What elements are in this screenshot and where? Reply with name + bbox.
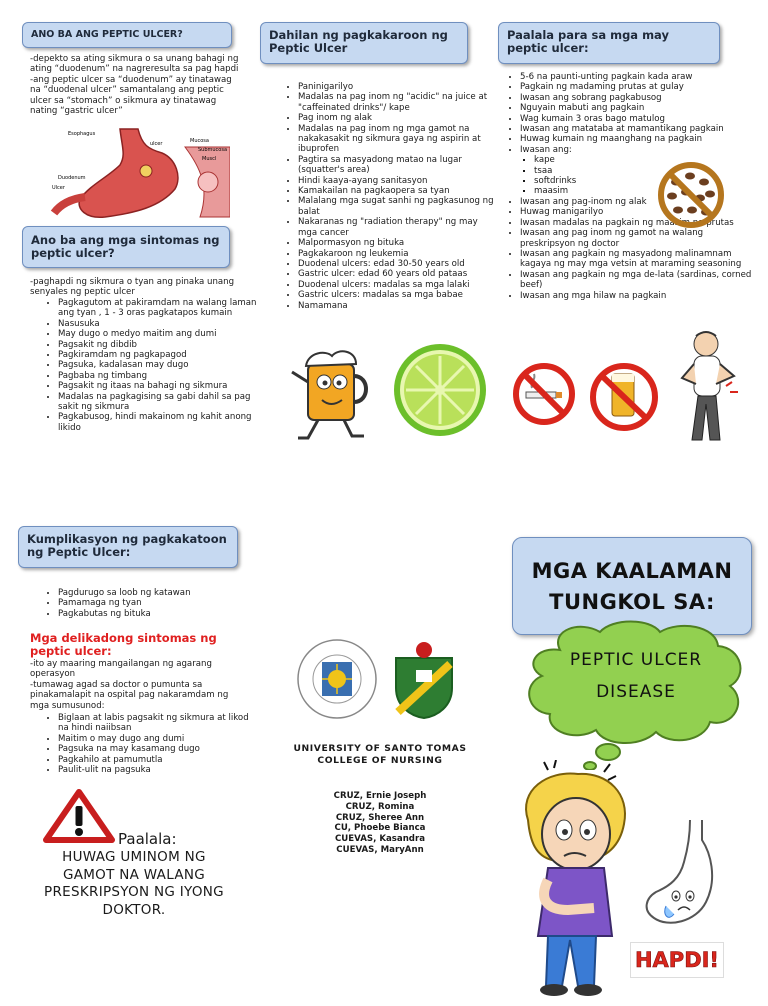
section-header-reminders	[498, 22, 720, 64]
list-item: • Huwag manigarilyo	[520, 207, 752, 217]
header-text: Dahilan ng pagkakaroon ng Peptic Ulcer	[269, 28, 448, 55]
author-name: CRUZ, Romina	[345, 801, 415, 812]
ust-seal-logo	[296, 638, 378, 720]
warning-icon	[42, 788, 116, 844]
list-item: • Pagkabutas ng bituka	[58, 609, 258, 619]
authors-list	[290, 791, 470, 856]
stomach-label: Esophagus	[68, 131, 96, 137]
danger-symptoms-heading: Mga delikadong sintomas ng peptic ulcer:	[30, 631, 217, 658]
sublist-item: ▪ tsaa	[534, 166, 752, 176]
university-name: UNIVERSITY OF SANTO TOMAS	[293, 743, 467, 754]
stomach-character	[640, 818, 730, 942]
list-item: • Iwasan ang pag-inom ng alak	[520, 197, 752, 207]
lime-image	[392, 342, 488, 438]
list-item: • Nasusuka	[58, 319, 260, 329]
stomach-label: Submucosa	[198, 147, 228, 153]
list-item: • Wag kumain 3 oras bago matulog	[520, 114, 752, 124]
list-item: • Iwasan madalas na pagkain ng maasim na prutas	[520, 218, 752, 228]
list-item: • Duodenal ulcers: madalas sa mga lalaki	[298, 280, 498, 290]
list-item: • Pagsakit ng itaas na bahagi ng sikmura	[58, 381, 260, 391]
symptoms-intro: -paghapdi ng sikmura o tyan ang pinaka unang senyales ng peptic ulcer	[30, 277, 235, 298]
list-item: • Namamana	[298, 301, 498, 311]
college-of-nursing-logo	[390, 640, 458, 720]
definition-line: -depekto sa ating sikmura o sa unang bahagi ng ating “duodenum” na nagreresulta sa pag hapdi	[30, 54, 239, 75]
list-item: • Pagkagutom at pakiramdam na walang laman ang tyan , 1 - 3 oras pagkatapos kumain	[58, 298, 260, 319]
complications-list	[40, 588, 258, 619]
no-alcohol-icon	[582, 362, 666, 432]
list-item: • Madalas na pag inom ng "acidic" na juice at "caffeinated drinks"/ kape	[298, 92, 498, 113]
stomach-label: Duodenum	[58, 175, 86, 181]
list-item: • Maitim o may dugo ang dumi	[58, 734, 262, 744]
list-item: • May dugo o medyo maitim ang dumi	[58, 329, 260, 339]
danger-text-line: -ito ay maaring mangailangan ng agarang operasyon	[30, 659, 212, 680]
section-header-complications	[18, 526, 238, 568]
sublist-item: ▪ maasim	[534, 186, 752, 196]
list-item: • Malalang mga sugat sanhi ng pagkasunog ng balat	[298, 196, 498, 217]
header-text: ANO BA ANG PEPTIC ULCER?	[31, 29, 183, 40]
list-item: • Pagkain ng madaming prutas at gulay	[520, 82, 752, 92]
list-item-text: Iwasan ang:	[520, 144, 572, 155]
definition-text	[30, 54, 242, 116]
list-item: • Pagsakit ng dibdib	[58, 340, 260, 350]
sublist-item: ▪ kape	[534, 155, 752, 165]
header-text: Paalala para sa mga may peptic ulcer:	[507, 28, 669, 55]
university-block	[270, 743, 490, 766]
list-item: • Paulit-ulit na pagsuka	[58, 765, 262, 775]
list-item: • Kamakailan na pagkaopera sa tyan	[298, 186, 498, 196]
list-item: • Nakaranas ng "radiation therapy" ng may mga cancer	[298, 217, 498, 238]
list-item: • Duodenal ulcers: edad 30-50 years old	[298, 259, 498, 269]
definition-line: -ang peptic ulcer sa “duodenum” ay tinatawag na “duodenal ulcer” samantalang ang peptic ulcer sa “stomach” o sikmura ay tinatawag nating “gastric ulcer”	[30, 74, 232, 117]
list-item: • Pagkabusog, hindi makainom ng kahit anong likido	[58, 412, 260, 433]
author-name: CUEVAS, Kasandra	[335, 834, 425, 845]
cloud-line-2: DISEASE	[596, 682, 676, 702]
header-text: Kumplikasyon ng pagkakatoon ng Peptic Ulcer:	[27, 532, 227, 559]
danger-symptoms-text	[30, 659, 244, 711]
danger-text-line: -tumawag agad sa doctor o pumunta sa pinakamalapit na ospital pag nakaramdam ng mga sumusunod:	[30, 679, 229, 711]
symptoms-list	[40, 298, 260, 433]
list-item: • Paninigarilyo	[298, 82, 498, 92]
cover-title: MGA KAALAMAN TUNGKOL SA:	[531, 559, 733, 614]
list-item: • Iwasan ang matataba at mamantikang pagkain	[520, 124, 752, 134]
list-item: • Pamamaga ng tyan	[58, 598, 258, 608]
no-coffee-icon	[656, 160, 726, 230]
list-item: • Pagsuka, kadalasan may dugo	[58, 360, 260, 370]
girl-in-pain-cartoon	[508, 760, 638, 1000]
section-header-peptic-ulcer	[22, 22, 232, 48]
list-item: • Pagkiramdam ng pagkapagod	[58, 350, 260, 360]
list-item: • Iwasan ang mga hilaw na pagkain	[520, 291, 752, 301]
reminder-title: Paalala:	[118, 830, 177, 848]
man-stomach-pain-illustration	[676, 328, 746, 448]
college-name: COLLEGE OF NURSING	[317, 754, 443, 766]
list-item: • Pagbaba ng timbang	[58, 371, 260, 381]
no-smoking-icon	[512, 362, 576, 426]
hapdi-label: HAPDI!	[634, 948, 720, 972]
author-name: CU, Phoebe Bianca	[334, 823, 426, 834]
list-item: • 5-6 na paunti-unting pagkain kada araw	[520, 72, 752, 82]
cloud-text	[548, 644, 724, 708]
section-header-symptoms	[22, 226, 230, 268]
author-name: CRUZ, Sheree Ann	[335, 812, 425, 823]
stomach-ulcer-illustration	[50, 127, 230, 225]
stomach-label: Ulcer	[52, 185, 65, 191]
list-item: • Madalas na pagkagising sa gabi dahil sa pag sakit ng sikmura	[58, 392, 260, 413]
hapdi-label-box	[630, 942, 724, 978]
list-item: • Nguyain mabuti ang pagkain	[520, 103, 752, 113]
danger-symptoms-list	[40, 713, 262, 775]
list-item: • Pagdurugo sa loob ng katawan	[58, 588, 258, 598]
list-item: • Pagkakaroon ng leukemia	[298, 249, 498, 259]
author-name: CUEVAS, MaryAnn	[336, 844, 424, 855]
list-item: • Malpormasyon ng bituka	[298, 238, 498, 248]
list-item: • Biglaan at labis pagsakit ng sikmura at likod na hindi naiibsan	[58, 713, 262, 734]
list-item: • Gastric ulcer: edad 60 years old pataas	[298, 269, 498, 279]
header-text: Ano ba ang mga sintomas ng peptic ulcer?	[31, 233, 220, 260]
list-item: • Madalas na pag inom ng mga gamot na nakakasakit ng sikmura gaya ng aspirin at ibuprofen	[298, 124, 498, 155]
list-item: • Gastric ulcers: madalas sa mga babae	[298, 290, 498, 300]
cloud-line-1: PEPTIC ULCER	[569, 650, 703, 670]
sublist-item: ▪ softdrinks	[534, 176, 752, 186]
list-item: • Pagsuka na may kasamang dugo	[58, 744, 262, 754]
list-item: • Huwag kumain ng maanghang na pagkain	[520, 134, 752, 144]
section-header-causes	[260, 22, 468, 64]
stomach-label: Muscl	[202, 156, 217, 162]
author-name: CRUZ, Ernie Joseph	[333, 791, 427, 801]
list-item: • Pagtira sa masyadong matao na lugar (squatter's area)	[298, 155, 498, 176]
causes-list	[280, 82, 498, 311]
stomach-label: ulcer	[150, 141, 163, 147]
beer-mug-cartoon	[286, 342, 386, 442]
reminder-text: HUWAG UMINOM NG GAMOT NA WALANG PRESKRIPSYON NG IYONG DOKTOR.	[44, 849, 224, 918]
stomach-label: Mucosa	[190, 138, 209, 144]
list-item: • Iwasan ang pagkain ng masyadong malinamnam kagaya ng may mga vetsin at maraming seasoning	[520, 249, 752, 270]
list-item: • Pagkahilo at pamumutla	[58, 755, 262, 765]
list-item: • Iwasan ang pagkain ng mga de-lata (sardinas, corned beef)	[520, 270, 752, 291]
list-item: • Pag inom ng alak	[298, 113, 498, 123]
list-item: • Iwasan ang pag inom ng gamot na walang preskripsyon ng doctor	[520, 228, 752, 249]
list-item: • Iwasan ang sobrang pagkabusog	[520, 93, 752, 103]
list-item: • Hindi kaaya-ayang sanitasyon	[298, 176, 498, 186]
